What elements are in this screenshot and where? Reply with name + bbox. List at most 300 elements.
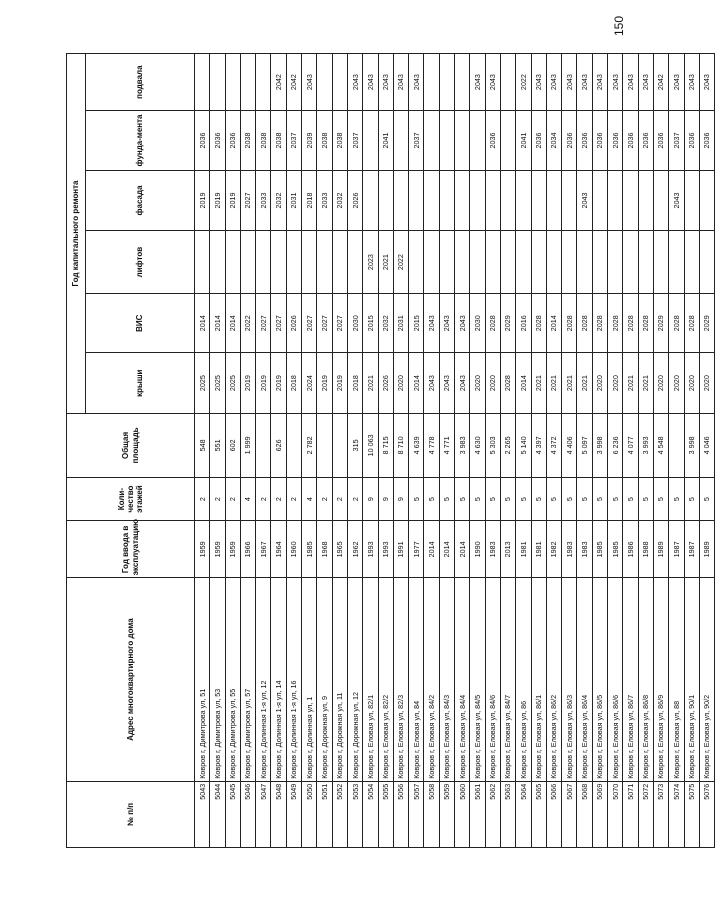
cell-lifts: [409, 231, 424, 294]
cell-year: 1993: [363, 521, 378, 578]
cell-foundation: 2039: [302, 111, 317, 170]
table-row: [240, 54, 255, 848]
table-row: [577, 54, 592, 848]
cell-basement: 2043: [302, 54, 317, 111]
header-num: № п/п: [67, 781, 195, 847]
cell-num: 5047: [256, 781, 271, 847]
cell-foundation: 2037: [409, 111, 424, 170]
table-row: [302, 54, 317, 848]
cell-area: 8 710: [393, 413, 408, 477]
cell-num: 5045: [225, 781, 240, 847]
cell-vis: 2014: [225, 294, 240, 353]
cell-year: 2013: [500, 521, 515, 578]
cell-floors: 5: [531, 477, 546, 520]
cell-facade: 2043: [577, 170, 592, 231]
cell-foundation: 2036: [210, 111, 225, 170]
capital-repair-table: [66, 53, 715, 848]
cell-vis: 2028: [638, 294, 653, 353]
cell-address: Ковров г, Еловая ул, 90/2: [699, 578, 714, 781]
cell-facade: [699, 170, 714, 231]
cell-address: Ковров г, Еловая ул, 90/1: [684, 578, 699, 781]
cell-num: 5061: [470, 781, 485, 847]
cell-lifts: [516, 231, 531, 294]
cell-year: 1960: [286, 521, 301, 578]
cell-basement: 2043: [562, 54, 577, 111]
cell-foundation: 2038: [240, 111, 255, 170]
cell-foundation: 2036: [577, 111, 592, 170]
cell-foundation: 2037: [286, 111, 301, 170]
cell-vis: 2027: [271, 294, 286, 353]
cell-year: 1987: [684, 521, 699, 578]
cell-area: 4 630: [470, 413, 485, 477]
cell-facade: 2019: [225, 170, 240, 231]
cell-address: Ковров г, Еловая ул, 84/6: [485, 578, 500, 781]
cell-num: 5053: [347, 781, 362, 847]
table-row: [332, 54, 347, 848]
cell-roofs: 2020: [684, 353, 699, 414]
cell-address: Ковров г, Димитрова ул, 51: [195, 578, 210, 781]
cell-basement: 2043: [546, 54, 561, 111]
cell-facade: [608, 170, 623, 231]
cell-basement: [317, 54, 332, 111]
cell-facade: 2033: [256, 170, 271, 231]
cell-lifts: [439, 231, 454, 294]
cell-address: Ковров г, Димитрова ул, 57: [240, 578, 255, 781]
cell-basement: 2043: [669, 54, 684, 111]
cell-roofs: 2024: [302, 353, 317, 414]
cell-num: 5046: [240, 781, 255, 847]
cell-basement: 2043: [592, 54, 607, 111]
cell-basement: 2043: [393, 54, 408, 111]
header-basement: подвала: [86, 54, 195, 111]
cell-area: [317, 413, 332, 477]
cell-roofs: 2043: [439, 353, 454, 414]
table-row: [638, 54, 653, 848]
cell-address: Ковров г, Еловая ул, 84/7: [500, 578, 515, 781]
cell-address: Ковров г, Еловая ул, 86/5: [592, 578, 607, 781]
cell-roofs: 2021: [562, 353, 577, 414]
cell-floors: 5: [699, 477, 714, 520]
cell-floors: 5: [623, 477, 638, 520]
cell-basement: 2043: [577, 54, 592, 111]
cell-lifts: [531, 231, 546, 294]
cell-year: 1993: [378, 521, 393, 578]
cell-address: Ковров г, Долинная ул, 1: [302, 578, 317, 781]
cell-foundation: 2037: [347, 111, 362, 170]
cell-facade: [470, 170, 485, 231]
cell-area: 315: [347, 413, 362, 477]
table-row: [485, 54, 500, 848]
cell-year: 1982: [546, 521, 561, 578]
cell-basement: 2043: [608, 54, 623, 111]
cell-year: 1959: [195, 521, 210, 578]
cell-num: 5054: [363, 781, 378, 847]
cell-lifts: [470, 231, 485, 294]
table-row: [592, 54, 607, 848]
cell-vis: 2028: [562, 294, 577, 353]
cell-foundation: 2036: [684, 111, 699, 170]
cell-lifts: [485, 231, 500, 294]
table-row: [669, 54, 684, 848]
cell-address: Ковров г, Еловая ул, 84/5: [470, 578, 485, 781]
cell-num: 5066: [546, 781, 561, 847]
cell-basement: 2042: [271, 54, 286, 111]
cell-foundation: [424, 111, 439, 170]
cell-roofs: 2020: [485, 353, 500, 414]
cell-address: Ковров г, Еловая ул, 88: [669, 578, 684, 781]
cell-floors: 5: [592, 477, 607, 520]
cell-vis: 2027: [302, 294, 317, 353]
table-row: [470, 54, 485, 848]
cell-lifts: [332, 231, 347, 294]
cell-vis: 2031: [393, 294, 408, 353]
cell-lifts: [455, 231, 470, 294]
cell-basement: 2043: [347, 54, 362, 111]
table-row: [195, 54, 210, 848]
cell-address: Ковров г, Еловая ул, 86: [516, 578, 531, 781]
cell-vis: 2028: [577, 294, 592, 353]
cell-vis: 2022: [240, 294, 255, 353]
cell-area: 2 265: [500, 413, 515, 477]
cell-facade: [393, 170, 408, 231]
cell-num: 5068: [577, 781, 592, 847]
table-row: [363, 54, 378, 848]
cell-year: 1987: [669, 521, 684, 578]
header-vis: ВИС: [86, 294, 195, 353]
cell-roofs: 2014: [516, 353, 531, 414]
cell-area: 1 999: [240, 413, 255, 477]
cell-lifts: 2021: [378, 231, 393, 294]
cell-facade: [439, 170, 454, 231]
cell-lifts: [562, 231, 577, 294]
cell-basement: 2022: [516, 54, 531, 111]
cell-facade: [500, 170, 515, 231]
cell-year: 1983: [562, 521, 577, 578]
cell-year: 1964: [271, 521, 286, 578]
cell-foundation: 2038: [317, 111, 332, 170]
cell-facade: [424, 170, 439, 231]
cell-basement: [500, 54, 515, 111]
cell-area: [256, 413, 271, 477]
cell-vis: 2029: [500, 294, 515, 353]
cell-roofs: 2020: [669, 353, 684, 414]
cell-year: 1983: [577, 521, 592, 578]
table-row: [409, 54, 424, 848]
cell-facade: [562, 170, 577, 231]
cell-num: 5060: [455, 781, 470, 847]
cell-basement: [240, 54, 255, 111]
cell-roofs: 2021: [577, 353, 592, 414]
cell-vis: 2028: [592, 294, 607, 353]
cell-lifts: [347, 231, 362, 294]
cell-num: 5075: [684, 781, 699, 847]
cell-num: 5049: [286, 781, 301, 847]
cell-basement: [195, 54, 210, 111]
cell-address: Ковров г, Еловая ул, 86/2: [546, 578, 561, 781]
cell-num: 5057: [409, 781, 424, 847]
cell-floors: 4: [240, 477, 255, 520]
cell-roofs: 2025: [210, 353, 225, 414]
table-row: [500, 54, 515, 848]
cell-address: Ковров г, Еловая ул, 82/1: [363, 578, 378, 781]
cell-num: 5070: [608, 781, 623, 847]
header-floors: Коли-чество этажей: [67, 477, 195, 520]
table-row: [317, 54, 332, 848]
cell-basement: [439, 54, 454, 111]
cell-address: Ковров г, Еловая ул, 82/3: [393, 578, 408, 781]
cell-vis: 2028: [684, 294, 699, 353]
cell-area: 4 771: [439, 413, 454, 477]
cell-area: 4 372: [546, 413, 561, 477]
cell-lifts: [317, 231, 332, 294]
cell-basement: [225, 54, 240, 111]
table-row: [684, 54, 699, 848]
cell-basement: 2043: [623, 54, 638, 111]
cell-address: Ковров г, Долинная 1-я ул, 14: [271, 578, 286, 781]
cell-floors: 5: [577, 477, 592, 520]
cell-address: Ковров г, Еловая ул, 86/1: [531, 578, 546, 781]
cell-foundation: 2041: [516, 111, 531, 170]
cell-year: 1988: [638, 521, 653, 578]
cell-roofs: 2019: [271, 353, 286, 414]
cell-foundation: [393, 111, 408, 170]
cell-facade: [409, 170, 424, 231]
cell-lifts: [608, 231, 623, 294]
cell-lifts: [256, 231, 271, 294]
cell-foundation: [363, 111, 378, 170]
cell-lifts: [286, 231, 301, 294]
cell-floors: 2: [195, 477, 210, 520]
cell-floors: 5: [669, 477, 684, 520]
cell-vis: 2027: [256, 294, 271, 353]
cell-area: 3 993: [638, 413, 653, 477]
cell-facade: 2043: [669, 170, 684, 231]
cell-address: Ковров г, Дорожная ул, 12: [347, 578, 362, 781]
cell-roofs: 2021: [638, 353, 653, 414]
cell-vis: 2043: [424, 294, 439, 353]
cell-foundation: 2038: [256, 111, 271, 170]
cell-address: Ковров г, Еловая ул, 86/3: [562, 578, 577, 781]
cell-foundation: [500, 111, 515, 170]
cell-floors: 2: [286, 477, 301, 520]
cell-lifts: [638, 231, 653, 294]
cell-area: 5 140: [516, 413, 531, 477]
cell-num: 5055: [378, 781, 393, 847]
cell-area: 602: [225, 413, 240, 477]
cell-roofs: 2020: [592, 353, 607, 414]
header-area: Общая площадь: [67, 413, 195, 477]
cell-floors: 2: [225, 477, 240, 520]
cell-num: 5058: [424, 781, 439, 847]
cell-year: 1991: [393, 521, 408, 578]
cell-area: 4 077: [623, 413, 638, 477]
cell-area: [286, 413, 301, 477]
cell-facade: 2031: [286, 170, 301, 231]
cell-floors: 5: [516, 477, 531, 520]
cell-basement: 2043: [531, 54, 546, 111]
cell-num: 5056: [393, 781, 408, 847]
cell-facade: [455, 170, 470, 231]
table-row: [439, 54, 454, 848]
cell-floors: 9: [363, 477, 378, 520]
cell-basement: [256, 54, 271, 111]
cell-floors: 5: [439, 477, 454, 520]
table-row: [516, 54, 531, 848]
cell-area: [332, 413, 347, 477]
cell-roofs: 2018: [347, 353, 362, 414]
cell-facade: 2032: [332, 170, 347, 231]
cell-vis: 2027: [317, 294, 332, 353]
cell-roofs: 2020: [653, 353, 668, 414]
cell-foundation: [439, 111, 454, 170]
cell-num: 5064: [516, 781, 531, 847]
table-row: [424, 54, 439, 848]
cell-floors: 5: [424, 477, 439, 520]
table-row: [393, 54, 408, 848]
cell-lifts: [623, 231, 638, 294]
table-row: [347, 54, 362, 848]
cell-foundation: 2036: [531, 111, 546, 170]
cell-roofs: 2028: [500, 353, 515, 414]
cell-lifts: [424, 231, 439, 294]
cell-floors: 5: [608, 477, 623, 520]
cell-area: 4 778: [424, 413, 439, 477]
cell-num: 5059: [439, 781, 454, 847]
cell-area: 5 303: [485, 413, 500, 477]
cell-floors: 5: [546, 477, 561, 520]
cell-area: [669, 413, 684, 477]
cell-basement: 2043: [485, 54, 500, 111]
cell-address: Ковров г, Еловая ул, 82/2: [378, 578, 393, 781]
cell-roofs: 2019: [240, 353, 255, 414]
cell-num: 5069: [592, 781, 607, 847]
cell-facade: [638, 170, 653, 231]
cell-address: Ковров г, Дорожная ул, 9: [317, 578, 332, 781]
cell-area: 2 782: [302, 413, 317, 477]
cell-area: 548: [195, 413, 210, 477]
cell-area: 551: [210, 413, 225, 477]
cell-roofs: 2021: [531, 353, 546, 414]
cell-vis: 2043: [455, 294, 470, 353]
cell-area: 5 097: [577, 413, 592, 477]
cell-floors: 2: [317, 477, 332, 520]
cell-vis: 2043: [439, 294, 454, 353]
cell-roofs: 2025: [195, 353, 210, 414]
cell-vis: 2028: [608, 294, 623, 353]
table-body: [195, 54, 715, 848]
cell-vis: 2026: [286, 294, 301, 353]
cell-foundation: 2038: [332, 111, 347, 170]
cell-num: 5063: [500, 781, 515, 847]
cell-facade: [485, 170, 500, 231]
table-row: [653, 54, 668, 848]
cell-year: 1967: [256, 521, 271, 578]
cell-floors: 2: [256, 477, 271, 520]
cell-facade: 2027: [240, 170, 255, 231]
cell-address: Ковров г, Долинная 1-я ул, 16: [286, 578, 301, 781]
cell-lifts: [500, 231, 515, 294]
table-row: [546, 54, 561, 848]
cell-year: 1959: [210, 521, 225, 578]
cell-facade: [378, 170, 393, 231]
cell-floors: 5: [455, 477, 470, 520]
cell-roofs: 2043: [455, 353, 470, 414]
cell-year: 1989: [699, 521, 714, 578]
cell-basement: 2043: [699, 54, 714, 111]
cell-facade: 2032: [271, 170, 286, 231]
cell-basement: 2043: [470, 54, 485, 111]
cell-lifts: [225, 231, 240, 294]
cell-facade: [516, 170, 531, 231]
table-row: [225, 54, 240, 848]
cell-foundation: 2036: [623, 111, 638, 170]
cell-num: 5071: [623, 781, 638, 847]
cell-vis: 2028: [531, 294, 546, 353]
cell-floors: 2: [347, 477, 362, 520]
cell-vis: 2028: [623, 294, 638, 353]
cell-floors: 9: [393, 477, 408, 520]
table-row: [455, 54, 470, 848]
rotated-table-wrapper: [66, 53, 712, 848]
page-number: 150: [612, 15, 626, 36]
cell-address: Ковров г, Еловая ул, 86/4: [577, 578, 592, 781]
cell-facade: 2018: [302, 170, 317, 231]
cell-basement: 2042: [286, 54, 301, 111]
header-repair-group: Год капитального ремонта: [67, 54, 86, 414]
cell-facade: 2019: [210, 170, 225, 231]
cell-foundation: 2036: [699, 111, 714, 170]
cell-address: Ковров г, Долинная 1-я ул, 12: [256, 578, 271, 781]
cell-year: 1985: [302, 521, 317, 578]
cell-lifts: [271, 231, 286, 294]
cell-vis: 2028: [669, 294, 684, 353]
cell-roofs: 2020: [393, 353, 408, 414]
cell-basement: 2043: [363, 54, 378, 111]
cell-foundation: 2036: [592, 111, 607, 170]
cell-floors: 5: [500, 477, 515, 520]
cell-lifts: [577, 231, 592, 294]
cell-address: Ковров г, Димитрова ул, 53: [210, 578, 225, 781]
cell-area: 10 063: [363, 413, 378, 477]
cell-lifts: [195, 231, 210, 294]
cell-address: Ковров г, Еловая ул, 86/9: [653, 578, 668, 781]
table-row: [286, 54, 301, 848]
cell-address: Ковров г, Димитрова ул, 55: [225, 578, 240, 781]
cell-foundation: 2036: [195, 111, 210, 170]
cell-num: 5062: [485, 781, 500, 847]
cell-facade: [684, 170, 699, 231]
cell-lifts: 2023: [363, 231, 378, 294]
cell-foundation: 2036: [225, 111, 240, 170]
cell-address: Ковров г, Еловая ул, 84/3: [439, 578, 454, 781]
cell-vis: 2029: [699, 294, 714, 353]
cell-roofs: 2020: [699, 353, 714, 414]
cell-foundation: 2036: [485, 111, 500, 170]
cell-facade: 2033: [317, 170, 332, 231]
cell-vis: 2032: [378, 294, 393, 353]
cell-floors: 2: [210, 477, 225, 520]
cell-year: 1985: [592, 521, 607, 578]
cell-year: 1966: [240, 521, 255, 578]
cell-roofs: 2043: [424, 353, 439, 414]
cell-year: 1983: [485, 521, 500, 578]
cell-year: 1990: [470, 521, 485, 578]
cell-basement: 2043: [378, 54, 393, 111]
cell-vis: 2030: [470, 294, 485, 353]
cell-year: 1962: [347, 521, 362, 578]
cell-facade: [592, 170, 607, 231]
header-foundation: фунда-мента: [86, 111, 195, 170]
